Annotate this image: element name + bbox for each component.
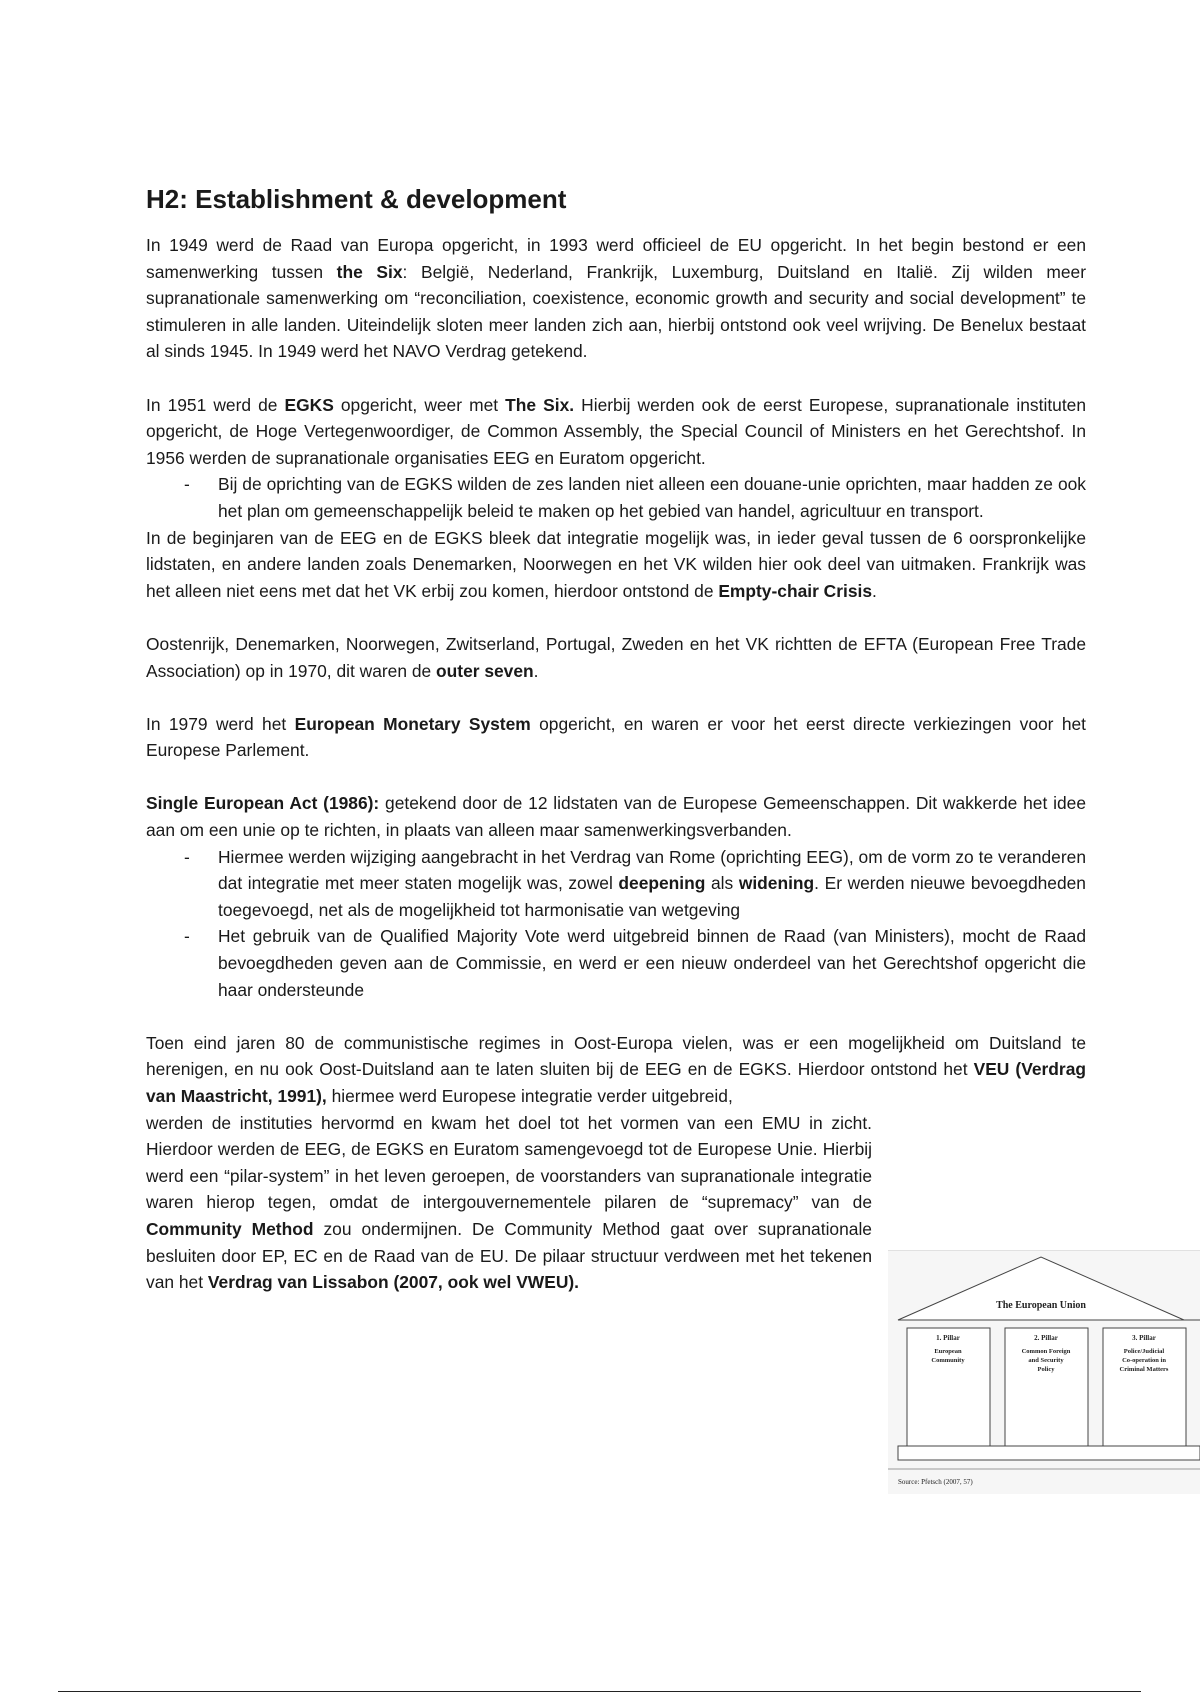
bullet-list — [146, 844, 1086, 1004]
pillar-3-line: Co-operation in — [1122, 1357, 1166, 1364]
pillar-2 — [1005, 1328, 1088, 1446]
bullet-list — [146, 471, 1086, 524]
text: In 1951 werd de — [146, 394, 285, 415]
bold-term: EGKS — [284, 394, 334, 415]
pillar-3 — [1103, 1328, 1186, 1446]
list-item — [146, 844, 1086, 924]
paragraph-7-wrap — [146, 1110, 872, 1296]
bold-term: the Six — [336, 261, 403, 282]
pillar-2-line: Common Foreign — [1021, 1348, 1071, 1355]
text: Hiermee werden wijziging aangebracht in het Verdrag van Rome (oprichting EEG), om de vorm zo te veranderen dat integratie met meer staten mogelijk was, zowel — [218, 846, 1086, 894]
pillar-diagram-svg — [888, 1250, 1200, 1494]
text: getekend door de 12 lidstaten van de Europese Gemeenschappen. Dit wakkerde het idee aan om een unie op te richten, in plaats van alleen maar samenwerkingsverbanden. — [146, 793, 1086, 841]
pillar-1-head: 1. Pillar — [936, 1334, 960, 1342]
paragraph-4 — [146, 631, 1086, 684]
diagram-base — [898, 1446, 1200, 1460]
diagram-source: Source: Pfetsch (2007, 57) — [898, 1478, 973, 1486]
paragraph-7 — [146, 1030, 1086, 1110]
text: hiermee werd Europese integratie verder uitgebreid, — [326, 1086, 733, 1106]
bold-term: European Monetary System — [294, 713, 531, 734]
text: . — [872, 580, 877, 601]
list-item: - Bij de oprichting van de EGKS wilden de zes landen niet alleen een douane-unie oprichten, maar hadden ze ook het plan om gemeenschappelijk beleid te maken op het gebied van handel, agricultuur en transport. — [146, 471, 1086, 524]
text: Hierbij werden ook de eerst Europese, supranationale instituten opgericht, de Hoge Vertegenwoordiger, de Common Assembly, the Special Council of Ministers en het Gerechtshof. In 1956 werden de supranationale organisaties EEG en Euratom opgericht. — [146, 394, 1086, 468]
text: In 1979 werd het — [146, 713, 295, 734]
paragraph-5 — [146, 711, 1086, 764]
pillar-2-head: 2. Pillar — [1034, 1334, 1058, 1342]
diagram-title: The European Union — [996, 1300, 1086, 1311]
text: In de beginjaren van de EEG en de EGKS bleek dat integratie mogelijk was, in ieder geval tussen de 6 oorspronkelijke lidstaten, en andere landen zoals Denemarken, Noorwegen en het VK wilden hier ook deel van uitmaken. Frankrijk was het alleen niet eens met dat het VK erbij zou komen, hierdoor ontstond de — [146, 527, 1086, 601]
pillar-3-head: 3. Pillar — [1132, 1334, 1156, 1342]
text: opgericht, en waren er voor het eerst directe verkiezingen voor het Europese Parlement. — [146, 713, 1087, 761]
bold-term: Single European Act (1986): — [146, 793, 380, 814]
pillar-3-line: Criminal Matters — [1119, 1366, 1169, 1373]
paragraph-6 — [146, 790, 1086, 843]
bold-term: outer seven — [436, 660, 534, 681]
paragraph-1 — [146, 232, 1086, 365]
pillar-1-line: European — [934, 1348, 962, 1355]
bold-term: The Six. — [505, 394, 575, 415]
pillar-1-line: Community — [931, 1357, 965, 1364]
text: Toen eind jaren 80 de communistische regimes in Oost-Europa vielen, was er een mogelijkheid om Duitsland te herenigen, en nu ook Oost-Duitsland aan te laten sluiten bij de EEG en de EGKS. Hierdoor ontstond het — [146, 1032, 1086, 1080]
text: . Er werden nieuwe bevoegdheden toegevoegd, net als de mogelijkheid tot harmonisatie van wetgeving — [218, 873, 1086, 920]
text: zou ondermijnen. De Community Method gaat over supranationale besluiten door EP, EC en de Raad van de EU. De pilaar structuur verdween met het tekenen van het — [146, 1218, 872, 1293]
footer-rule — [58, 1691, 1141, 1692]
pillar-diagram — [888, 1250, 1200, 1494]
section-heading: H2: Establishment & development — [146, 184, 567, 214]
bold-term: Empty-chair Crisis — [718, 580, 872, 601]
bold-term: Verdrag van Lissabon (2007, ook wel VWEU). — [207, 1272, 580, 1293]
text: : België, Nederland, Frankrijk, Luxemburg, Duitsland en Italië. Zij wilden meer supranationale samenwerking om “reconciliation, coexistence, economic growth and security and social development” te stimuleren in alle landen. Uiteindelijk sloten meer landen zich aan, hierbij ontstond ook veel wrijving. De Benelux bestaat al sinds 1945. In 1949 werd het NAVO Verdrag getekend. — [146, 261, 1087, 362]
text: Oostenrijk, Denemarken, Noorwegen, Zwitserland, Portugal, Zweden en het VK richtten de EFTA (European Free Trade Association) op in 1970, dit waren de — [146, 633, 1086, 681]
pillar-1 — [907, 1328, 990, 1446]
bold-term: deepening — [618, 873, 706, 894]
paragraph-2 — [146, 392, 1086, 472]
text: . — [533, 660, 539, 681]
bold-term: widening — [738, 873, 815, 894]
bold-term: Community Method — [146, 1218, 314, 1239]
list-item: - Het gebruik van de Qualified Majority Vote werd uitgebreid binnen de Raad (van Ministers), mocht de Raad bevoegdheden geven aan de Commissie, en werd er een nieuw onderdeel van het Gerechtshof opgericht die haar ondersteunde — [146, 923, 1086, 1003]
pillar-2-line: and Security — [1028, 1357, 1064, 1364]
pillar-2-line: Policy — [1037, 1366, 1055, 1373]
pillar-3-line: Police/Judicial — [1123, 1348, 1165, 1355]
text: In 1949 werd de Raad van Europa opgericht, in 1993 werd officieel de EU opgericht. In het begin bestond er een samenwerking tussen — [146, 235, 1086, 282]
text: opgericht, weer met — [333, 394, 506, 415]
text: als — [705, 873, 739, 894]
bold-term: VEU (Verdrag van Maastricht, 1991), — [146, 1059, 1086, 1106]
document-body — [146, 232, 1086, 1296]
paragraph-3 — [146, 525, 1086, 605]
text: werden de instituties hervormd en kwam het doel tot het vormen van een EMU in zicht. Hierdoor werden de EEG, de EGKS en Euratom samengevoegd tot de Europese Unie. Hierbij werd een “pilar-system” in het leven geroepen, de voorstanders van supranationale integratie waren hierop tegen, omdat de intergouvernementele pilaren de “supremacy” van de — [146, 1112, 872, 1213]
